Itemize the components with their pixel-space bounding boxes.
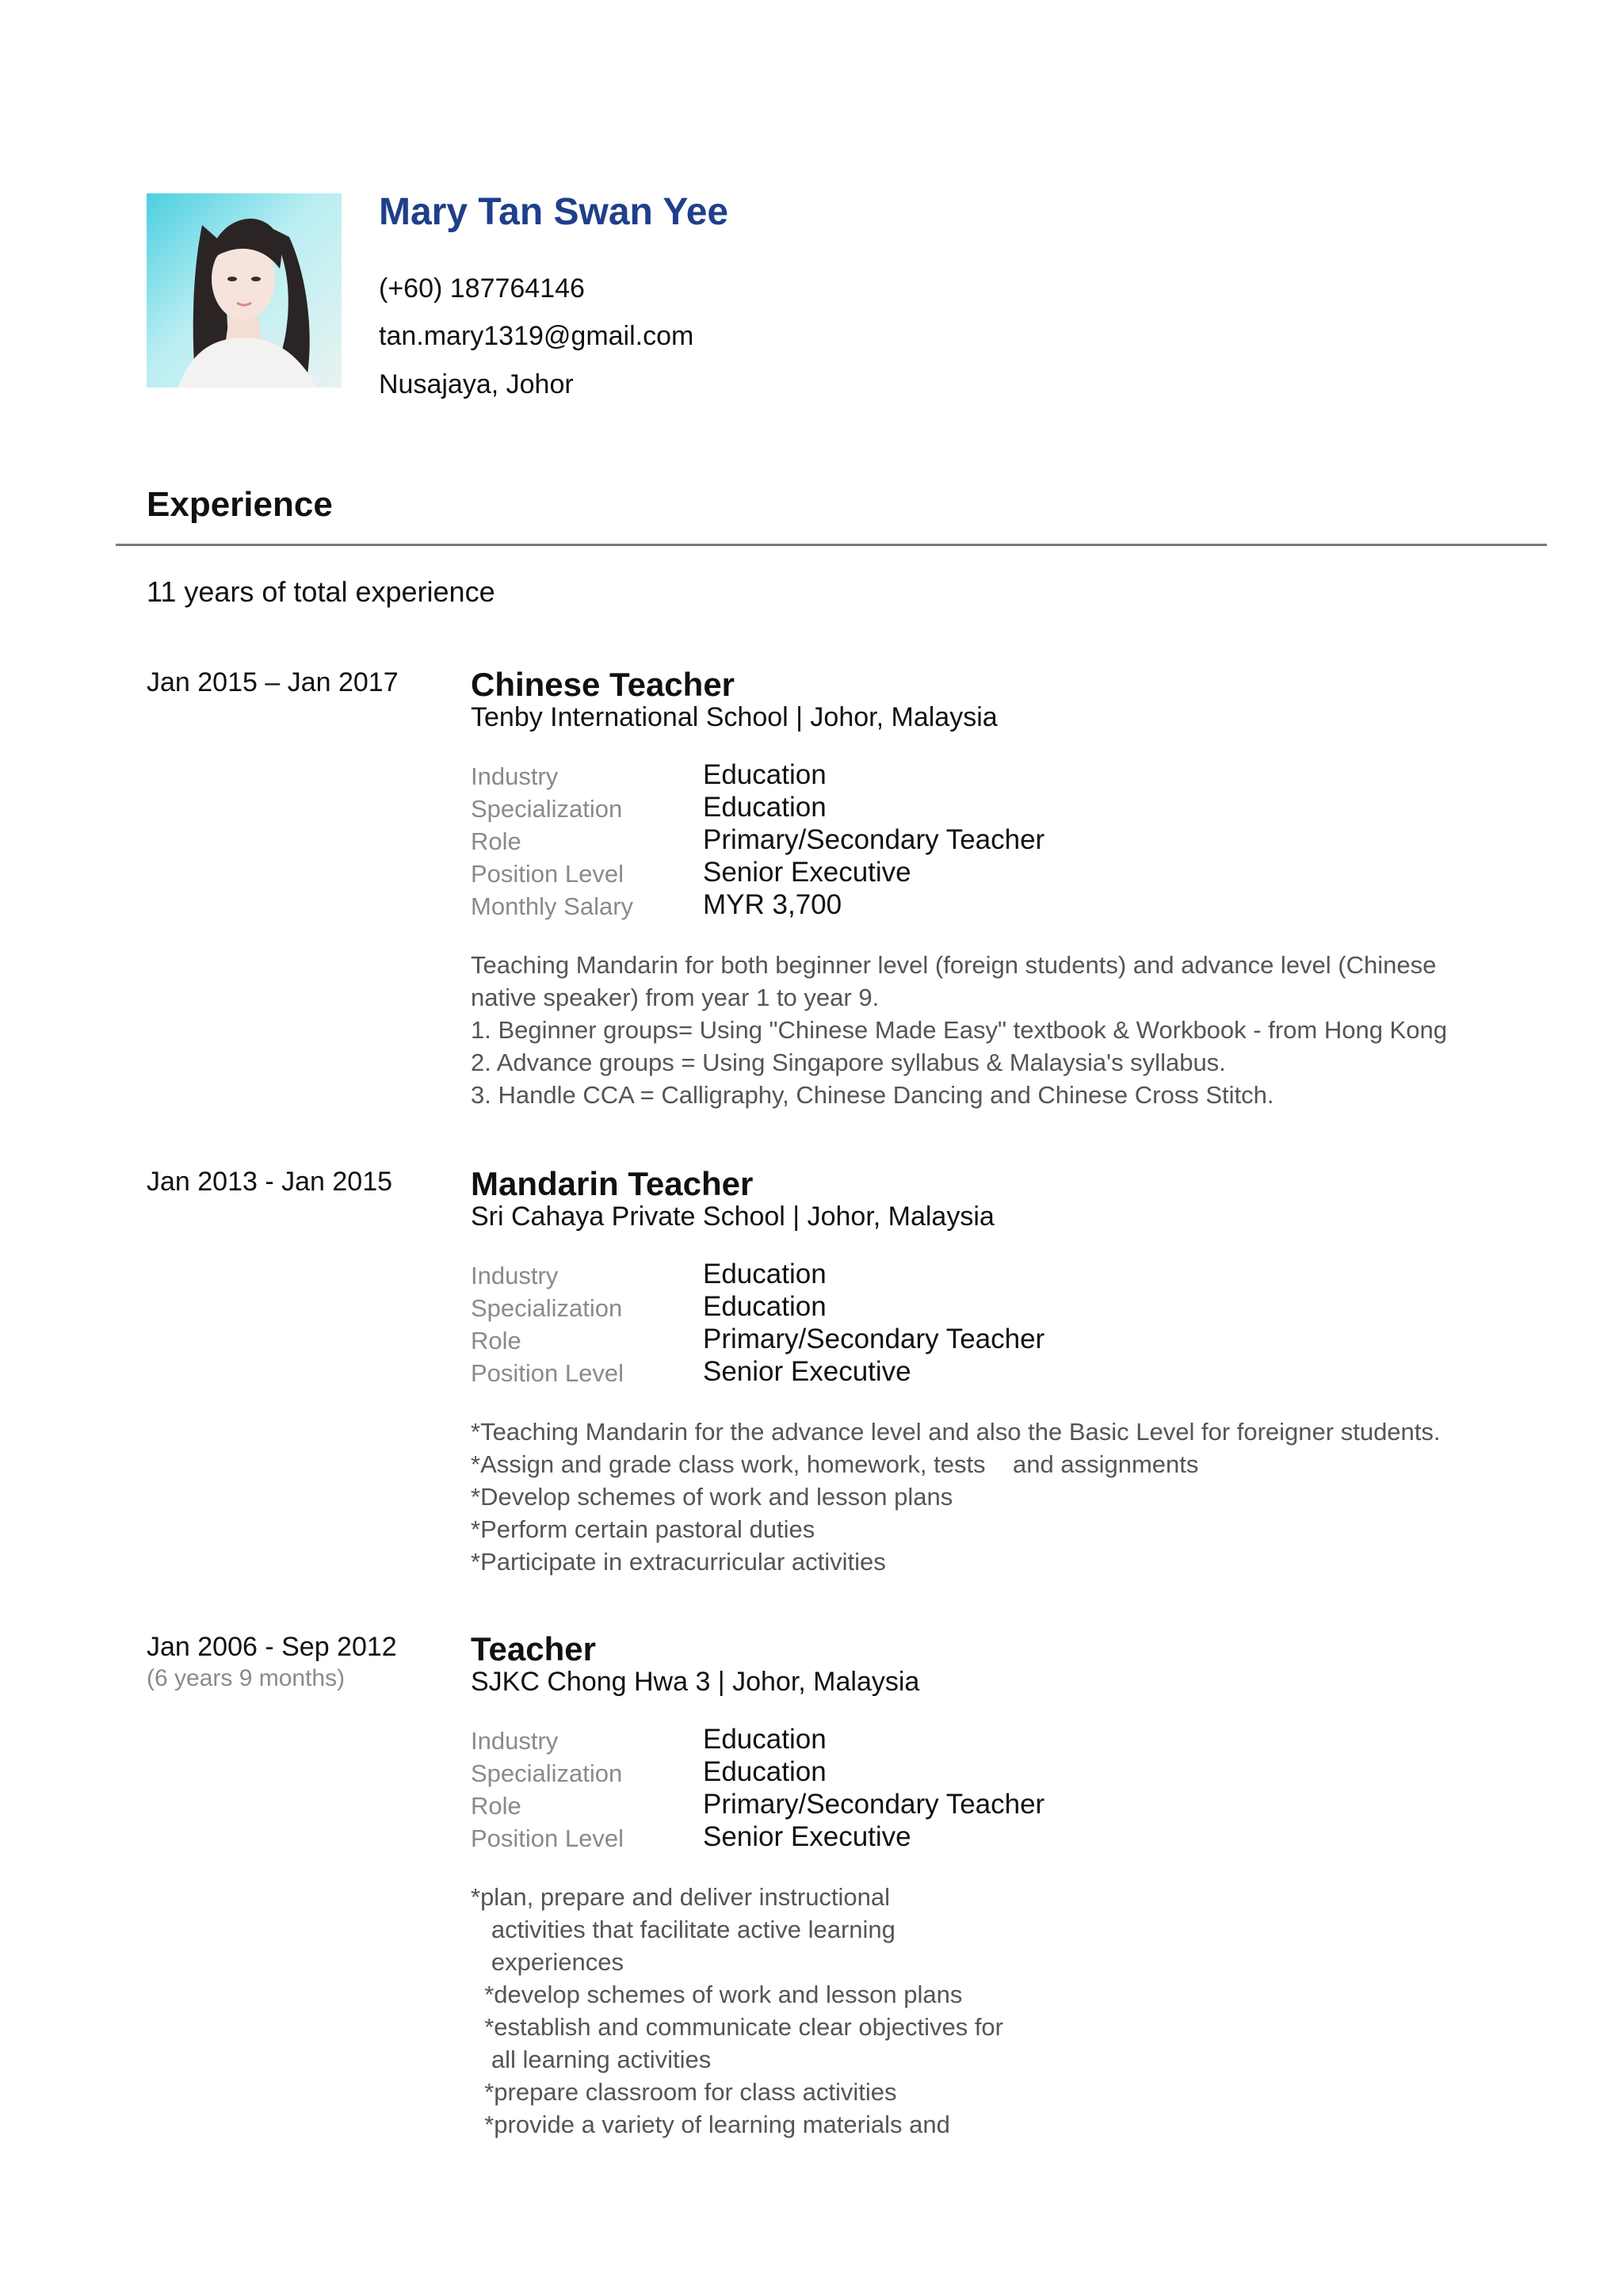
- total-experience: 11 years of total experience: [147, 575, 495, 608]
- detail-value: Primary/Secondary Teacher: [703, 1324, 1045, 1354]
- job-dates: Jan 2006 - Sep 2012: [147, 1632, 397, 1662]
- description-line: 3. Handle CCA = Calligraphy, Chinese Dancing and Chinese Cross Stitch.: [471, 1081, 1274, 1109]
- description-line: *provide a variety of learning materials and: [471, 2111, 950, 2138]
- detail-row-position-level: [471, 857, 1501, 890]
- detail-row-role: [471, 1324, 1501, 1357]
- detail-row-role: [471, 1789, 1501, 1822]
- detail-value: Primary/Secondary Teacher: [703, 824, 1045, 855]
- description-line: all learning activities: [471, 2046, 712, 2073]
- detail-label: Industry: [471, 1262, 559, 1289]
- detail-value: Primary/Secondary Teacher: [703, 1789, 1045, 1820]
- detail-value: MYR 3,700: [703, 889, 842, 920]
- detail-value: Education: [703, 792, 827, 823]
- detail-row-monthly-salary: [471, 889, 1501, 923]
- detail-value: Senior Executive: [703, 857, 911, 888]
- detail-row-industry: [471, 1724, 1501, 1757]
- job-description: [471, 1415, 1461, 1578]
- detail-row-industry: [471, 759, 1501, 793]
- section-divider: [116, 544, 1547, 546]
- job-company: SJKC Chong Hwa 3 | Johor, Malaysia: [471, 1667, 920, 1697]
- detail-label: Specialization: [471, 1294, 623, 1322]
- description-line: *Teaching Mandarin for the advance level and also the Basic Level for foreigner students.: [471, 1418, 1441, 1446]
- phone-number: (+60) 187764146: [379, 273, 585, 304]
- detail-label: Position Level: [471, 1359, 624, 1387]
- description-line: *develop schemes of work and lesson plans: [471, 1981, 963, 2008]
- detail-value: Senior Executive: [703, 1356, 911, 1387]
- job-title: Mandarin Teacher: [471, 1165, 754, 1202]
- detail-row-role: [471, 824, 1501, 858]
- detail-value: Education: [703, 1724, 827, 1755]
- description-line: *Assign and grade class work, homework, tests and assignments: [471, 1450, 1199, 1478]
- detail-value: Education: [703, 1756, 827, 1787]
- detail-value: Education: [703, 1291, 827, 1322]
- detail-row-position-level: [471, 1356, 1501, 1389]
- job-company: Sri Cahaya Private School | Johor, Malaysia: [471, 1201, 995, 1232]
- email-address: tan.mary1319@gmail.com: [379, 321, 694, 351]
- description-line: Teaching Mandarin for both beginner level (foreign students) and advance level (Chinese: [471, 951, 1437, 979]
- description-line: *establish and communicate clear objectives for: [471, 2013, 1003, 2041]
- detail-label: Specialization: [471, 1759, 623, 1787]
- description-line: activities that facilitate active learning: [471, 1916, 896, 1943]
- detail-label: Role: [471, 1792, 521, 1820]
- job-company: Tenby International School | Johor, Malaysia: [471, 702, 998, 732]
- description-line: 1. Beginner groups= Using "Chinese Made Easy" textbook & Workbook - from Hong Kong: [471, 1016, 1447, 1044]
- job-title: Teacher: [471, 1630, 596, 1668]
- job-duration: (6 years 9 months): [147, 1665, 346, 1691]
- job-dates: Jan 2015 – Jan 2017: [147, 667, 399, 697]
- detail-row-industry: [471, 1259, 1501, 1292]
- detail-label: Position Level: [471, 860, 624, 888]
- description-line: *plan, prepare and deliver instructional: [471, 1883, 891, 1911]
- detail-label: Role: [471, 827, 521, 855]
- detail-row-position-level: [471, 1821, 1501, 1855]
- detail-label: Position Level: [471, 1824, 624, 1852]
- job-description: [471, 949, 1461, 1111]
- detail-value: Senior Executive: [703, 1821, 911, 1852]
- detail-row-specialization: [471, 1756, 1501, 1790]
- description-line: *Perform certain pastoral duties: [471, 1515, 815, 1543]
- location: Nusajaya, Johor: [379, 369, 574, 399]
- profile-photo: [147, 193, 342, 388]
- detail-value: Education: [703, 1259, 827, 1289]
- detail-row-specialization: [471, 1291, 1501, 1324]
- detail-label: Monthly Salary: [471, 892, 634, 920]
- description-line: native speaker) from year 1 to year 9.: [471, 984, 880, 1011]
- description-line: 2. Advance groups = Using Singapore syllabus & Malaysia's syllabus.: [471, 1049, 1226, 1076]
- job-dates: Jan 2013 - Jan 2015: [147, 1167, 393, 1197]
- section-title-experience: Experience: [147, 485, 333, 524]
- description-line: *Develop schemes of work and lesson plans: [471, 1483, 953, 1511]
- description-line: *prepare classroom for class activities: [471, 2078, 897, 2106]
- detail-label: Specialization: [471, 795, 623, 823]
- description-line: *Participate in extracurricular activities: [471, 1548, 886, 1576]
- job-description: [471, 1881, 1461, 2141]
- candidate-name: Mary Tan Swan Yee: [379, 191, 729, 233]
- description-line: experiences: [471, 1948, 624, 1976]
- detail-row-specialization: [471, 792, 1501, 825]
- detail-label: Role: [471, 1327, 521, 1354]
- job-title: Chinese Teacher: [471, 666, 735, 703]
- detail-value: Education: [703, 759, 827, 790]
- detail-label: Industry: [471, 1727, 559, 1755]
- detail-label: Industry: [471, 762, 559, 790]
